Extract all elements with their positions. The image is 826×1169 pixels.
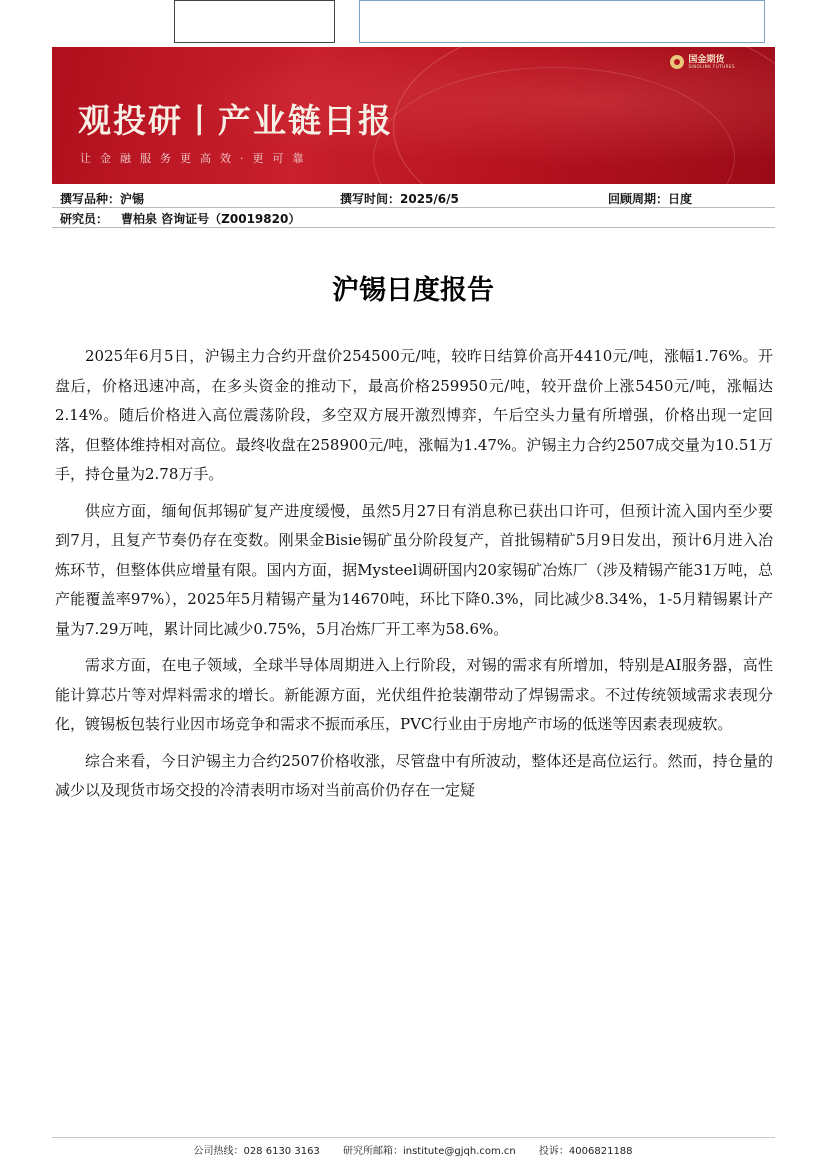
company-logo [670,55,735,69]
report-banner [52,47,775,184]
footer-hotline: 公司热线：028 6130 3163 [193,1146,320,1157]
page-footer [0,1142,826,1157]
logo-english: SINOLINK FUTURES [688,63,735,69]
paragraph: 综合来看，今日沪锡主力合约2507价格收涨，尽管盘中有所波动，整体还是高位运行。然而，持仓量的减少以及现货市场交投的冷清表明市场对当前高价仍存在一定疑 [55,751,773,799]
meta-researcher-label: 研究员： [60,212,109,226]
paragraph: 供应方面，缅甸佤邦锡矿复产进度缓慢，虽然5月27日有消息称已获出口许可，但预计流入国内至少要到7月，且复产节奏仍存在变数。刚果金Bisie锡矿虽分阶段复产，首批锡精矿5月9日发出，预计6月进入冶炼环节，但整体供应增量有限。国内方面，据Mysteel调研国内20家锡矿冶炼厂（涉及精锡产能31万吨，总产能覆盖率97%），2025年5月精锡产量为14670吨，环比下降0.3%，同比减少8.34%，1-5月精锡累计产量为7.29万吨，累计同比减少0.75%，5月冶炼厂开工率为58.6%。 [55,501,773,638]
meta-period: 回顾周期：日度 [608,192,693,206]
meta-researcher: 曹柏泉 咨询证号（Z0019820） [121,212,301,226]
paragraph: 2025年6月5日，沪锡主力合约开盘价254500元/吨，较昨日结算价高开4410元/吨，涨幅1.76%。开盘后，价格迅速冲高，在多头资金的推动下，最高价格259950元/吨，较开盘价上涨5450元/吨，涨幅达2.14%。随后价格进入高位震荡阶段，多空双方展开激烈博弈，午后空头力量有所增强，价格出现一定回落，但整体维持相对高位。最终收盘在258900元/吨，涨幅为1.47%。沪锡主力合约2507成交量为10.51万手，持仓量为2.78万手。 [55,347,773,483]
header-box-left [174,0,335,43]
banner-title: 观投研丨产业链日报 [78,101,393,140]
footer-divider [52,1137,775,1138]
banner-slogan: 让金融服务更高效·更可靠 [80,152,313,165]
report-body [55,342,773,813]
meta-date: 撰写时间：2025/6/5 [340,192,459,206]
footer-complaint: 投诉：4006821188 [538,1146,633,1157]
report-title: 沪锡日度报告 [332,275,494,306]
paragraph: 需求方面，在电子领域，全球半导体周期进入上行阶段，对锡的需求有所增加，特别是AI服务器，高性能计算芯片等对焊料需求的增长。新能源方面，光伏组件抢装潮带动了焊锡需求。不过传统领域需求表现分化，镀锡板包装行业因市场竞争和需求不振而承压，PVC行业由于房地产市场的低迷等因素表现疲软。 [55,656,773,733]
footer-email: 研究所邮箱：institute@gjqh.com.cn [342,1146,516,1157]
header-box-right [359,0,765,43]
meta-row-2 [52,207,775,228]
meta-variety: 撰写品种：沪锡 [60,192,145,206]
logo-name: 国金期货 [688,54,725,65]
meta-row-1 [52,187,775,208]
logo-icon [670,55,684,69]
